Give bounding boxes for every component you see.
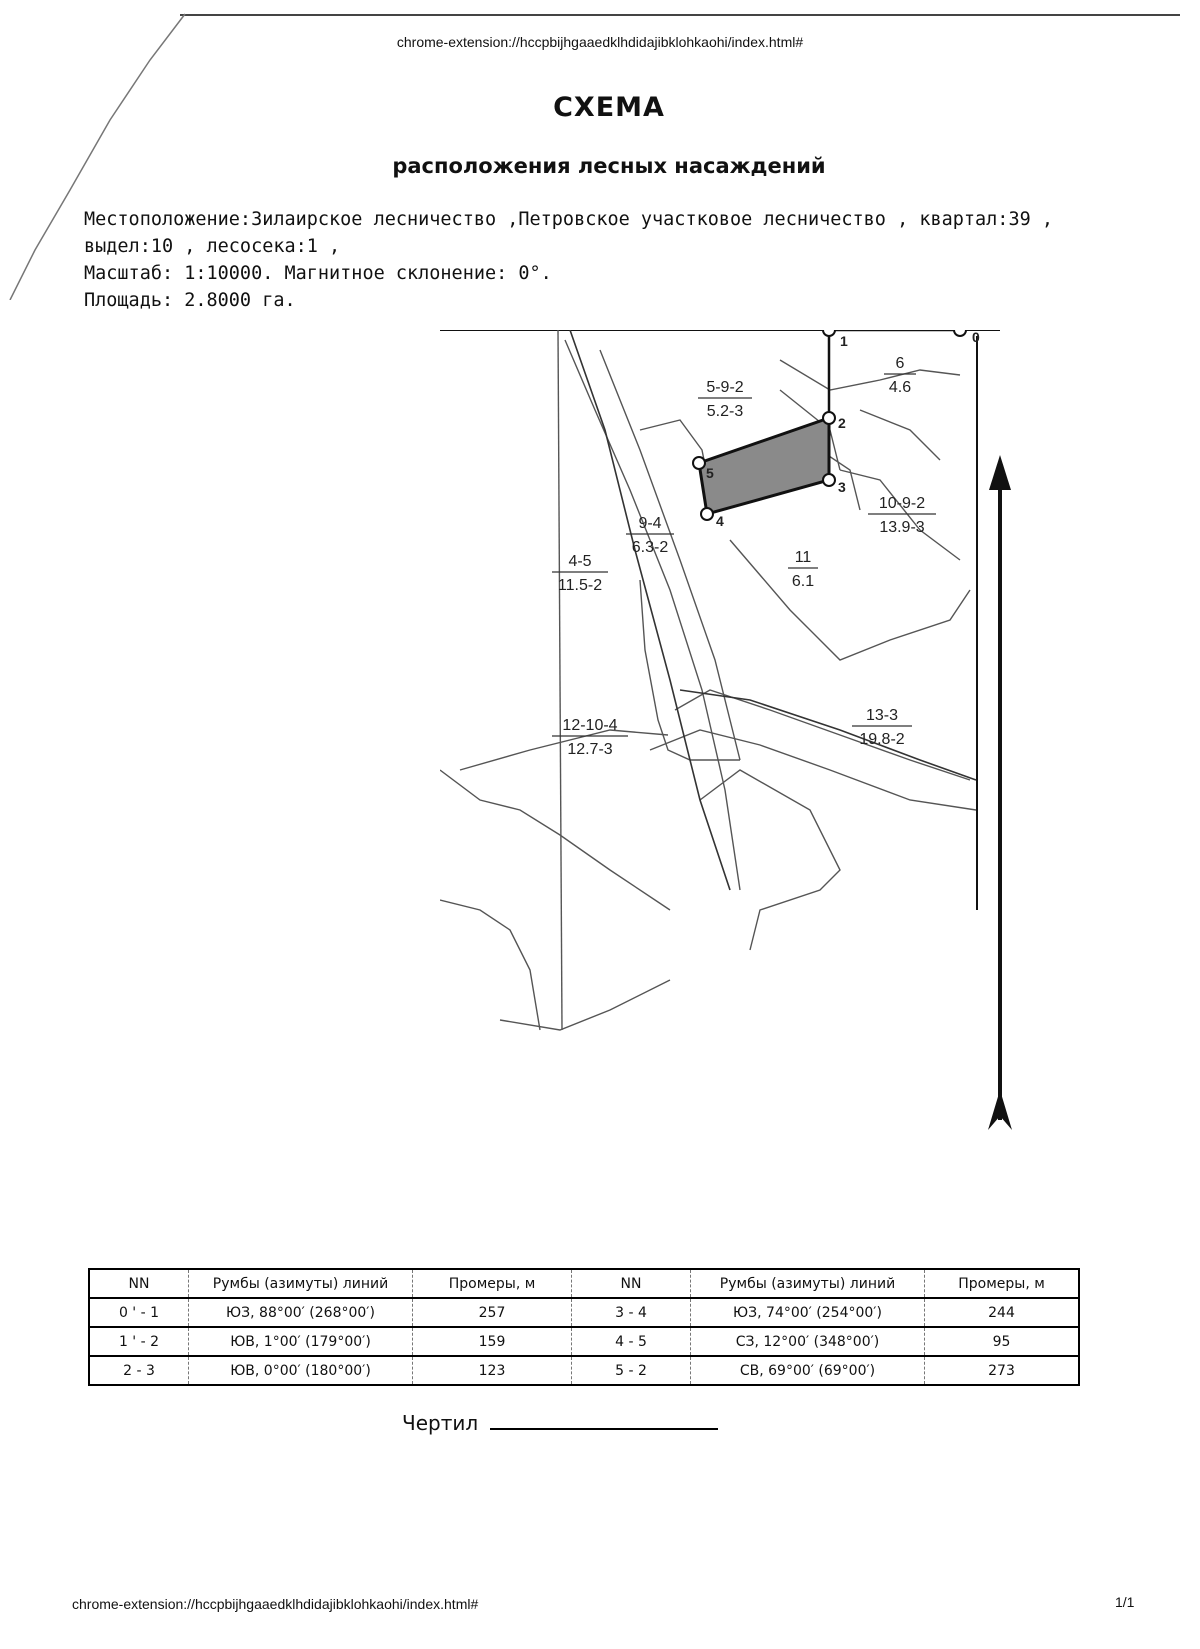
column-header: Румбы (азимуты) линий	[189, 1269, 413, 1298]
document-title: СХЕМА	[553, 92, 665, 123]
north-arrow-icon	[988, 455, 1012, 1130]
scan-top-edge	[180, 14, 1180, 16]
table-cell: 2 - 3	[89, 1356, 189, 1385]
stand-label-1	[698, 379, 752, 420]
signature-line	[490, 1408, 718, 1430]
stand-label-6-num: 11	[794, 549, 812, 566]
stand-label-8	[852, 707, 912, 748]
stand-label-3-den: 13.9-3	[879, 519, 925, 536]
point-label-4: 4	[716, 513, 724, 529]
footer-url: chrome-extension://hccpbijhgaaedklhdidajibklohkaohi/index.html#	[72, 1596, 479, 1612]
survey-point-1	[823, 330, 835, 336]
column-header: NN	[128, 1275, 150, 1292]
forest-map	[440, 330, 1060, 1190]
survey-point-0	[954, 330, 966, 336]
signature-block	[402, 1408, 718, 1435]
point-label-3: 3	[838, 479, 846, 495]
stand-label-7-den: 12.7-3	[567, 741, 613, 758]
table-row	[89, 1298, 1079, 1327]
table-cell: ЮВ, 1°00′ (179°00′)	[189, 1327, 413, 1356]
signature-label: Чертил	[402, 1411, 479, 1435]
point-label-2: 2	[838, 415, 846, 431]
stand-label-6	[788, 549, 818, 590]
stand-label-8-num: 13-3	[865, 707, 899, 724]
stand-label-6-den: 6.1	[791, 573, 815, 590]
map-contours	[440, 330, 976, 1030]
column-header: Румбы (азимуты) линий	[691, 1269, 925, 1298]
column-header: Промеры, м	[925, 1269, 1080, 1298]
table-cell: 0 ' - 1	[89, 1298, 189, 1327]
table-cell: СЗ, 12°00′ (348°00′)	[691, 1327, 925, 1356]
table-header-row	[89, 1269, 1079, 1298]
table-cell: 5 - 2	[572, 1356, 691, 1385]
stand-label-5	[552, 553, 608, 594]
table-cell: ЮЗ, 88°00′ (268°00′)	[189, 1298, 413, 1327]
table-cell: СВ, 69°00′ (69°00′)	[691, 1356, 925, 1385]
stand-label-4-num: 9-4	[638, 515, 662, 532]
stand-label-7	[552, 717, 628, 758]
stand-label-4-den: 6.3-2	[631, 539, 669, 556]
table-cell: 95	[925, 1327, 1080, 1356]
column-header: NN	[572, 1269, 691, 1298]
stand-label-3-num: 10-9-2	[878, 495, 926, 512]
stand-label-4	[626, 515, 674, 556]
point-label-0: 0	[972, 330, 980, 345]
scale-line: Масштаб: 1:10000. Магнитное склонение: 0°.	[84, 263, 552, 284]
survey-point-2	[823, 412, 835, 424]
table-cell: 4 - 5	[572, 1327, 691, 1356]
stand-label-7-num: 12-10-4	[562, 717, 618, 734]
stand-label-2-den: 4.6	[888, 379, 912, 396]
point-label-5: 5	[706, 465, 714, 481]
table-cell: 1 ' - 2	[89, 1327, 189, 1356]
map-road	[570, 330, 976, 890]
table-cell: 159	[413, 1327, 572, 1356]
location-line-2: выдел:10 , лесосека:1 ,	[84, 236, 341, 257]
stand-label-1-den: 5.2-3	[706, 403, 744, 420]
table-cell: 257	[413, 1298, 572, 1327]
stand-label-5-den: 11.5-2	[557, 577, 603, 594]
table-row	[89, 1327, 1079, 1356]
table-cell: ЮЗ, 74°00′ (254°00′)	[691, 1298, 925, 1327]
table-cell: 123	[413, 1356, 572, 1385]
column-header: Промеры, м	[413, 1269, 572, 1298]
bearings-table	[88, 1268, 1080, 1386]
document-subtitle: расположения лесных насаждений	[392, 154, 826, 178]
stand-label-3	[868, 495, 936, 536]
header-url: chrome-extension://hccpbijhgaaedklhdidajibklohkaohi/index.html#	[396, 34, 804, 50]
stand-label-5-num: 4-5	[568, 553, 592, 570]
stand-label-8-den: 19.8-2	[859, 731, 905, 748]
survey-point-5	[693, 457, 705, 469]
page-number: 1/1	[1115, 1594, 1135, 1610]
stand-label-1-num: 5-9-2	[706, 379, 744, 396]
location-line-1: Местоположение:Зилаирское лесничество ,Петровское участковое лесничество , квартал:39 ,	[84, 209, 1054, 230]
cutting-area-polygon	[699, 418, 829, 514]
table-cell: 244	[925, 1298, 1080, 1327]
table-row	[89, 1356, 1079, 1385]
survey-point-3	[823, 474, 835, 486]
table-cell: 273	[925, 1356, 1080, 1385]
point-label-1: 1	[840, 333, 848, 349]
table-cell: 3 - 4	[572, 1298, 691, 1327]
table-cell: ЮВ, 0°00′ (180°00′)	[189, 1356, 413, 1385]
area-line: Площадь: 2.8000 га.	[84, 290, 296, 311]
survey-point-4	[701, 508, 713, 520]
location-info	[84, 206, 1124, 314]
stand-label-2-num: 6	[895, 355, 905, 372]
